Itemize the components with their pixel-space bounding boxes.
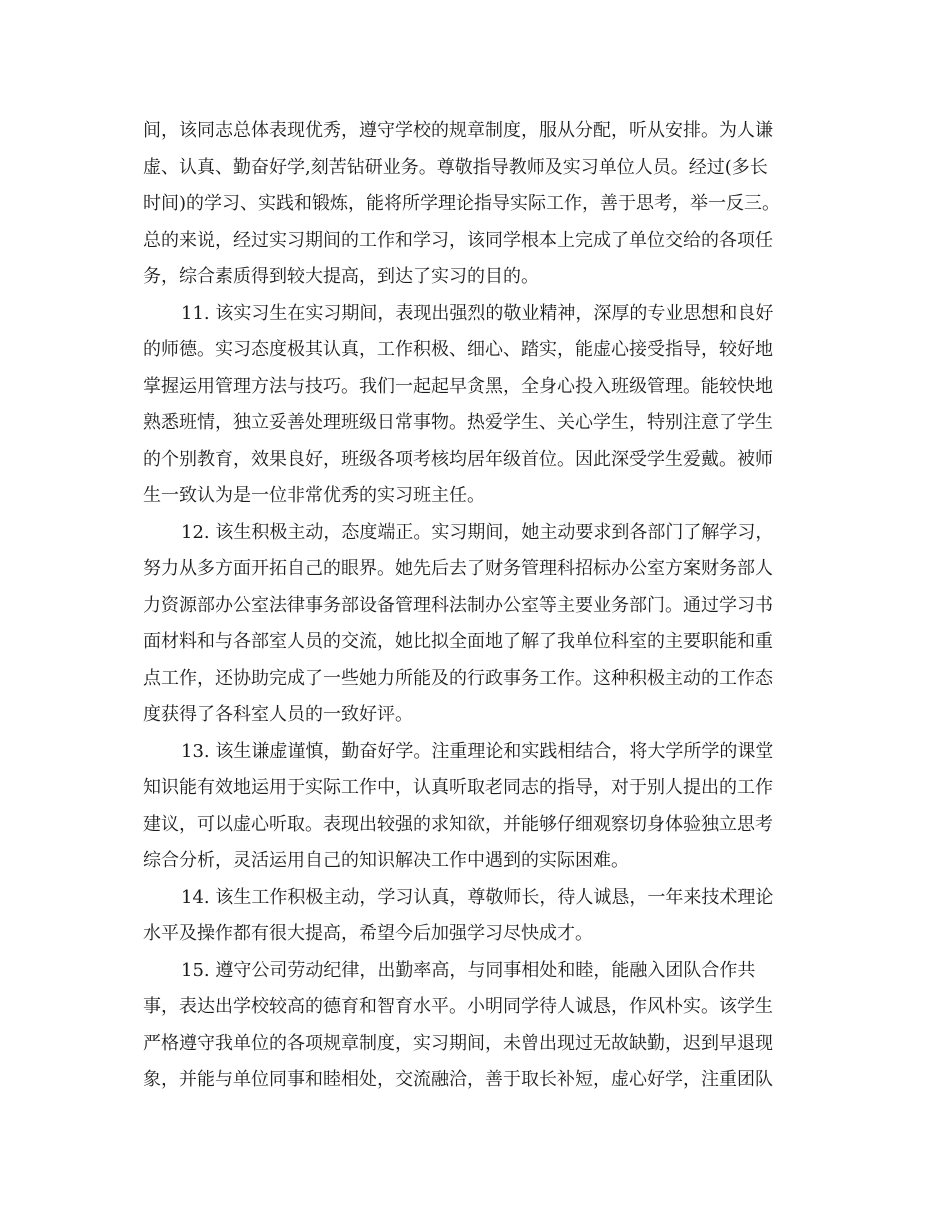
text-line: 11. 该实习生在实习期间，表现出强烈的敬业精神，深厚的专业思想和良好 <box>181 302 774 324</box>
paragraph <box>143 113 808 296</box>
text-line: 务，综合素质得到较大提高，到达了实习的目的。 <box>143 266 539 287</box>
text-line: 严格遵守我单位的各项规章制度，实习期间，未曾出现过无故缺勤，迟到早退现 <box>143 1032 773 1054</box>
text-line: 力资源部办公室法律事务部设备管理科法制办公室等主要业务部门。通过学习书 <box>143 594 773 616</box>
paragraph <box>143 296 808 515</box>
text-line: 综合分析，灵活运用自己的知识解决工作中遇到的实际困难。 <box>143 850 629 871</box>
text-line: 的个别教育，效果良好，班级各项考核均居年级首位。因此深受学生爱戴。被师 <box>143 448 773 470</box>
paragraph <box>143 953 808 1099</box>
text-line: 14. 该生工作积极主动，学习认真，尊敬师长，待人诚恳，一年来技术理论 <box>181 886 774 908</box>
text-line: 的师德。实习态度极其认真，工作积极、细心、踏实，能虚心接受指导，较好地 <box>143 339 773 360</box>
text-line: 时间)的学习、实践和锻炼，能将所学理论指导实际工作，善于思考，举一反三。 <box>143 193 781 214</box>
text-line: 事，表达出学校较高的德育和智育水平。小明同学待人诚恳，作风朴实。该学生 <box>143 996 773 1017</box>
text-line: 建议，可以虚心听取。表现出较强的求知欲，并能够仔细观察切身体验独立思考 <box>143 813 773 835</box>
document-page <box>143 113 808 1099</box>
text-line: 总的来说，经过实习期间的工作和学习，该同学根本上完成了单位交给的各项任 <box>143 229 773 251</box>
paragraph <box>143 734 808 880</box>
paragraph <box>143 880 808 953</box>
text-line: 12. 该生积极主动，态度端正。实习期间，她主动要求到各部门了解学习， <box>181 521 774 543</box>
text-line: 象，并能与单位同事和睦相处，交流融洽，善于取长补短，虚心好学，注重团队 <box>143 1069 773 1090</box>
text-line: 熟悉班情，独立妥善处理班级日常事物。热爱学生、关心学生，特别注意了学生 <box>143 412 773 433</box>
text-line: 掌握运用管理方法与技巧。我们一起起早贪黑，全身心投入班级管理。能较快地 <box>143 375 773 397</box>
text-line: 度获得了各科室人员的一致好评。 <box>143 704 413 725</box>
text-line: 间，该同志总体表现优秀，遵守学校的规章制度，服从分配，听从安排。为人谦 <box>143 120 773 141</box>
text-line: 13. 该生谦虚谨慎，勤奋好学。注重理论和实践相结合，将大学所学的课堂 <box>181 740 774 762</box>
text-line: 15. 遵守公司劳动纪律，出勤率高，与同事相处和睦，能融入团队合作共 <box>181 959 756 981</box>
paragraph <box>143 515 808 734</box>
text-line: 水平及操作都有很大提高，希望今后加强学习尽快成才。 <box>143 923 593 944</box>
text-line: 面材料和与各部室人员的交流，她比拟全面地了解了我单位科室的主要职能和重 <box>143 631 773 652</box>
text-line: 生一致认为是一位非常优秀的实习班主任。 <box>143 485 485 506</box>
text-line: 知识能有效地运用于实际工作中，认真听取老同志的指导，对于别人提出的工作 <box>143 777 773 798</box>
text-line: 虚、认真、勤奋好学,刻苦钻研业务。尊敬指导教师及实习单位人员。经过(多长 <box>143 156 768 178</box>
text-line: 努力从多方面开拓自己的眼界。她先后去了财务管理科招标办公室方案财务部人 <box>143 558 773 579</box>
text-line: 点工作，还协助完成了一些她力所能及的行政事务工作。这种积极主动的工作态 <box>143 667 773 689</box>
